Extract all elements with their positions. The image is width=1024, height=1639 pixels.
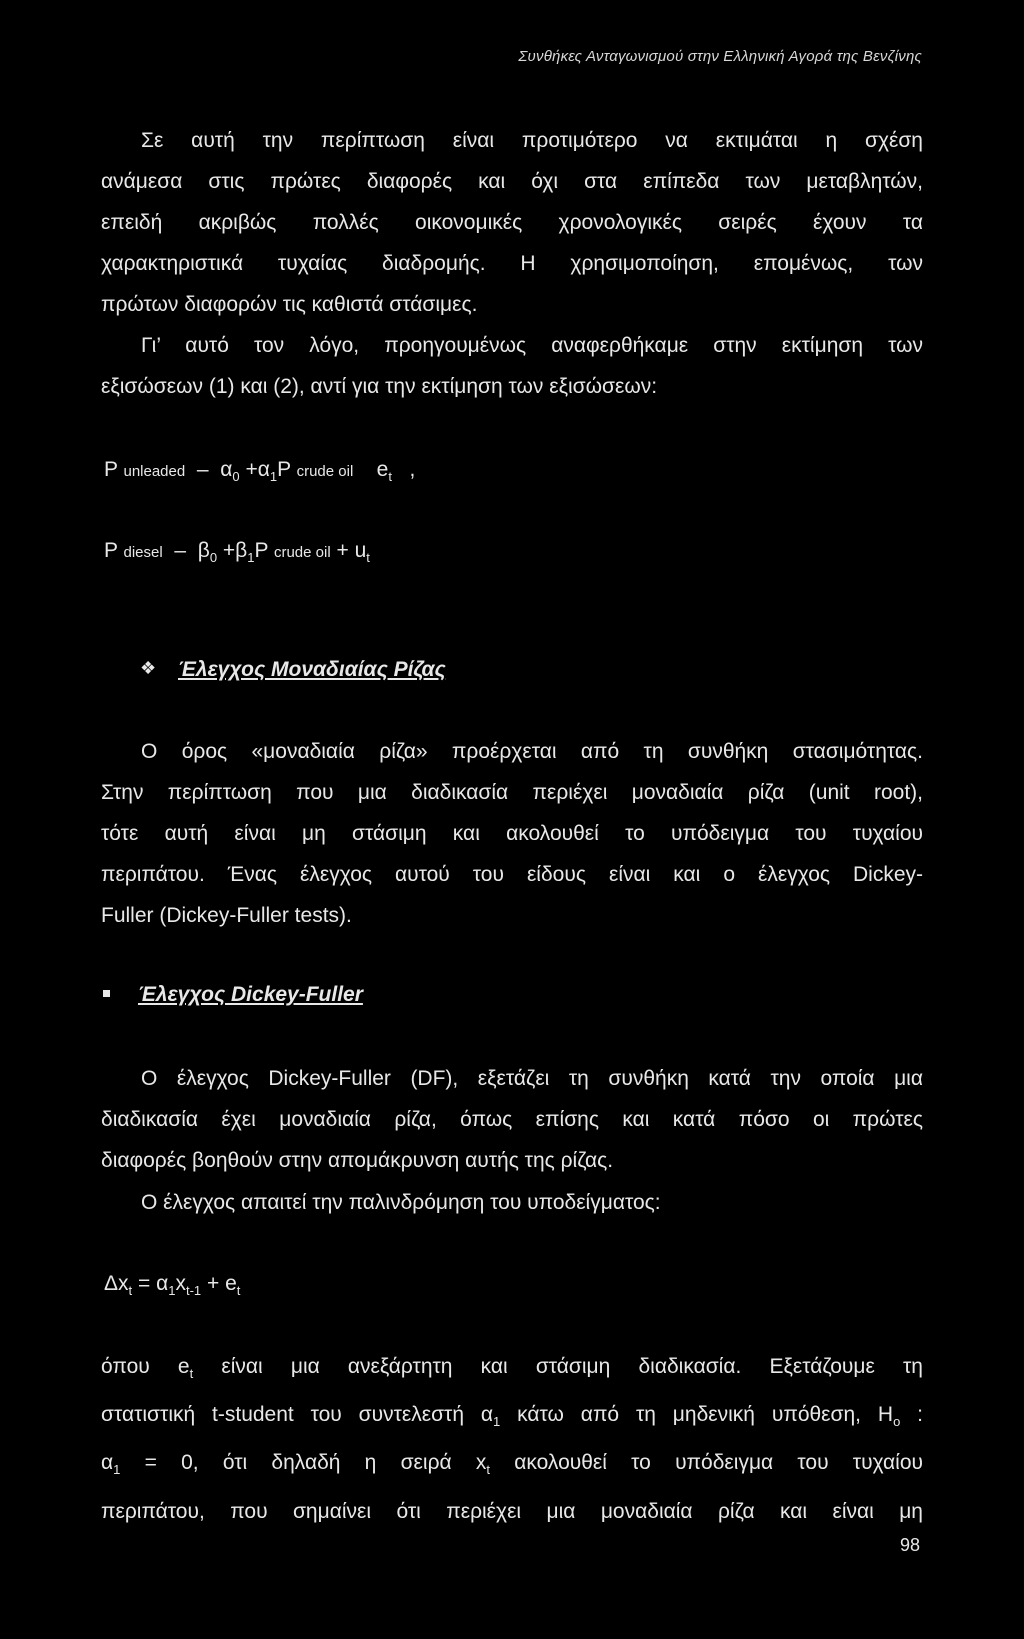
text-line: εξισώσεων (1) και (2), αντί για την εκτίμηση των εξισώσεων: <box>101 375 658 398</box>
text-line: πρώτων διαφορών τις καθιστά στάσιμες. <box>101 293 478 316</box>
eq-operator: – <box>196 458 209 481</box>
text-line: διαδικασία έχει μοναδιαία ρίζα, όπως επίσης και κατά πόσο οι πρώτες <box>101 1108 923 1131</box>
text-line: Ο έλεγχος Dickey-Fuller (DF), εξετάζει τη συνθήκη κατά την οποία μια <box>141 1067 923 1090</box>
eq-symbol: = α <box>138 1272 169 1295</box>
eq-subscript: t <box>388 469 392 484</box>
eq-symbol: +β <box>222 539 248 562</box>
eq-subscript: diesel <box>123 544 163 561</box>
text-subscript: 1 <box>113 1462 121 1478</box>
text-line: τότε αυτή είναι μη στάσιμη και ακολουθεί το υπόδειγμα του τυχαίου <box>101 822 923 845</box>
text-line <box>101 1346 923 1394</box>
text-fragment: στατιστική t-student του συντελεστή α <box>101 1403 494 1427</box>
text-line: Σε αυτή την περίπτωση είναι προτιμότερο να εκτιμάται η σχέση <box>141 129 923 152</box>
square-bullet-icon <box>103 990 110 997</box>
eq-symbol: u <box>354 539 367 562</box>
page-number: 98 <box>899 1535 920 1555</box>
eq-subscript: 1 <box>168 1283 176 1298</box>
equation-df-regression <box>104 1272 240 1298</box>
eq-subscript: 0 <box>232 469 240 484</box>
text-line: Γι’ αυτό τον λόγο, προηγουμένως αναφερθήκαμε στην εκτίμηση των <box>141 334 923 357</box>
text-fragment: είναι μια ανεξάρτητη και στάσιμη διαδικασία. Εξετάζουμε τη <box>221 1355 923 1378</box>
text-line: επειδή ακριβώς πολλές οικονομικές χρονολογικές σειρές έχουν τα <box>101 211 923 234</box>
eq-symbol: +α <box>245 458 270 481</box>
paragraph-first-differences <box>101 120 923 325</box>
text-line: ανάμεσα στις πρώτες διαφορές και όχι στα επίπεδα των μεταβλητών, <box>101 170 923 193</box>
running-header: Συνθήκες Ανταγωνισμού στην Ελληνική Αγορά της Βενζίνης <box>518 48 922 65</box>
eq-subscript: crude oil <box>273 544 331 561</box>
eq-operator: – <box>174 539 187 562</box>
text-fragment: = 0, ότι δηλαδή η σειρά x <box>144 1451 487 1475</box>
text-subscript: t <box>189 1366 194 1382</box>
eq-symbol: e <box>376 458 389 481</box>
text-subscript: t <box>486 1462 490 1478</box>
eq-subscript: unleaded <box>123 463 186 480</box>
eq-punctuation: , <box>409 458 416 481</box>
text-fragment: : <box>917 1403 924 1427</box>
paragraph-dickey-fuller <box>101 1058 923 1181</box>
eq-symbol: β <box>197 539 210 562</box>
text-subscript: 1 <box>493 1414 501 1430</box>
text-fragment: κάτω από τη μηδενική υπόθεση, H <box>517 1403 894 1427</box>
text-line: Ο έλεγχος απαιτεί την παλινδρόμηση του υποδείγματος: <box>141 1191 661 1214</box>
eq-subscript: t-1 <box>185 1283 202 1298</box>
paragraph-regression-intro <box>101 1182 923 1223</box>
text-fragment: α <box>101 1451 114 1475</box>
paragraph-equations-intro <box>101 325 923 407</box>
text-line: Fuller (Dickey-Fuller tests). <box>101 904 352 927</box>
eq-subscript: t <box>128 1283 133 1298</box>
eq-symbol: P <box>104 458 118 481</box>
text-line: περιπάτου. Ένας έλεγχος αυτού του είδους είναι και ο έλεγχος Dickey- <box>101 863 923 886</box>
text-line: Στην περίπτωση που μια διαδικασία περιέχει μοναδιαία ρίζα (unit root), <box>101 781 923 804</box>
eq-subscript: crude oil <box>296 463 354 480</box>
text-line: Ο όρος «μοναδιαία ρίζα» προέρχεται από τη συνθήκη στασιμότητας. <box>141 740 923 763</box>
text-line: περιπάτου, που σημαίνει ότι περιέχει μια μοναδιαία ρίζα και είναι μη <box>101 1499 923 1523</box>
text-line <box>101 1394 923 1442</box>
text-line <box>101 1442 923 1490</box>
eq-operator: + <box>336 539 349 562</box>
text-fragment: όπου e <box>101 1355 190 1378</box>
eq-subscript: 1 <box>247 550 255 565</box>
section-heading-dickey-fuller: Έλεγχος Dickey-Fuller <box>138 983 363 1006</box>
eq-symbol: P <box>254 539 269 562</box>
text-line: χαρακτηριστικά τυχαίας διαδρομής. Η χρησιμοποίηση, επομένως, των <box>101 252 923 275</box>
eq-symbol: P <box>277 458 291 481</box>
eq-symbol: Δx <box>104 1272 129 1295</box>
text-fragment: ακολουθεί το υπόδειγμα του τυχαίου <box>514 1451 923 1475</box>
section-heading-unit-root: Έλεγχος Μοναδιαίας Ρίζας <box>178 658 446 681</box>
eq-symbol: + e <box>207 1272 237 1295</box>
eq-subscript: t <box>366 550 370 565</box>
eq-symbol: x <box>175 1272 186 1295</box>
text-subscript: o <box>893 1414 901 1430</box>
text-line: διαφορές βοηθούν στην απομάκρυνση αυτής της ρίζας. <box>101 1149 614 1172</box>
equation-diesel <box>104 539 370 565</box>
eq-subscript: 1 <box>269 469 278 484</box>
equation-unleaded <box>104 458 415 484</box>
paragraph-unit-root <box>101 731 923 936</box>
eq-subscript: 0 <box>209 550 218 565</box>
diamond-bullet-icon: ❖ <box>140 658 157 678</box>
paragraph-df-hypothesis <box>101 1346 923 1532</box>
eq-symbol: P <box>104 539 118 562</box>
eq-symbol: α <box>220 458 233 481</box>
eq-subscript: t <box>236 1283 241 1298</box>
